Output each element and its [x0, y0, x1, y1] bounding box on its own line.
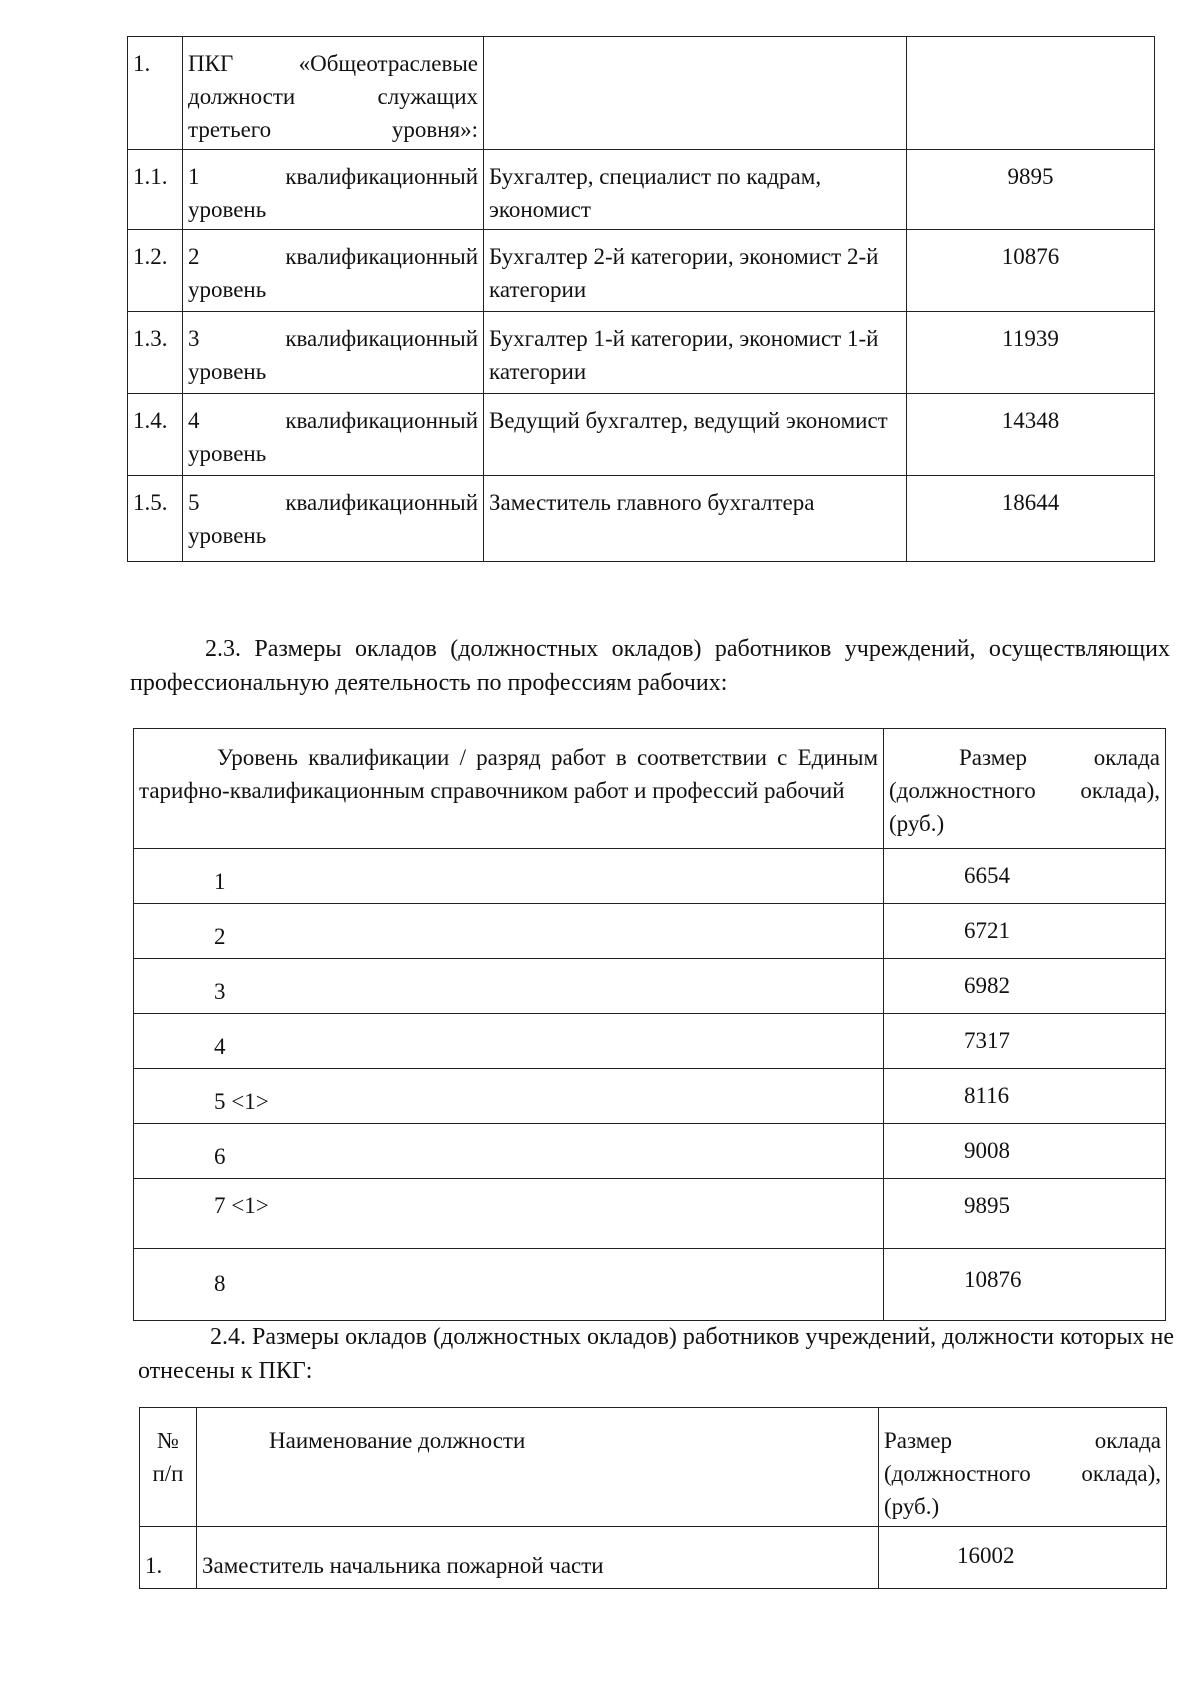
level-word: квалификационный — [285, 326, 478, 351]
table-header-row — [140, 1408, 1167, 1527]
table-row — [134, 1014, 1166, 1069]
grade-value: 8 — [134, 1249, 884, 1321]
position-name: Заместитель начальника пожарной части — [197, 1527, 879, 1589]
section-2-3-text: 2.3. Размеры окладов (должностных окладов) работников учреждений, осуществляющих профессиональную деятельность по профессиям рабочих: — [130, 636, 1170, 696]
position-name-header: Наименование должности — [197, 1408, 879, 1527]
row-number: 1. — [140, 1527, 197, 1589]
salary-value: 9008 — [884, 1124, 1166, 1179]
level-number: 5 — [188, 490, 200, 515]
row-number: 1.2. — [128, 230, 183, 312]
level-word: квалификационный — [285, 244, 478, 269]
positions-cell — [484, 37, 907, 150]
table-row — [128, 394, 1155, 476]
level-number: 3 — [188, 326, 200, 351]
positions: Бухгалтер, специалист по кадрам, экономист — [484, 150, 907, 230]
number-header: № п/п — [140, 1408, 197, 1527]
grade-value: 3 — [134, 959, 884, 1014]
level-unit: уровень — [188, 277, 267, 302]
level-unit: уровень — [188, 523, 267, 548]
salary-value: 8116 — [884, 1069, 1166, 1124]
salary-value: 10876 — [884, 1249, 1166, 1321]
salary-value: 18644 — [907, 476, 1155, 562]
table-row — [134, 849, 1166, 904]
grade-value: 6 — [134, 1124, 884, 1179]
salary-value: 9895 — [907, 150, 1155, 230]
salary-value: 11939 — [907, 312, 1155, 394]
salary-value: 7317 — [884, 1014, 1166, 1069]
table-row — [128, 230, 1155, 312]
positions: Ведущий бухгалтер, ведущий экономист — [484, 394, 907, 476]
salary-value: 6982 — [884, 959, 1166, 1014]
grade-value: 2 — [134, 904, 884, 959]
level-word: квалификационный — [285, 408, 478, 433]
grade-header — [134, 729, 884, 849]
qualification-level — [183, 312, 484, 394]
row-number: 1.5. — [128, 476, 183, 562]
table-row — [134, 1124, 1166, 1179]
salary-header-text: Размер оклада (должностного оклада), (руб.) — [884, 1428, 1161, 1519]
level-unit: уровень — [188, 197, 267, 222]
row-number: 1.4. — [128, 394, 183, 476]
salary-header-text: Размер оклада (должностного оклада), (руб.) — [889, 745, 1160, 836]
worker-grades-table — [133, 728, 1166, 1321]
salary-value: 14348 — [907, 394, 1155, 476]
table-row — [128, 150, 1155, 230]
group-title: ПКГ «Общеотраслевые должности служащих третьего уровня»: — [183, 37, 484, 150]
table-row — [128, 312, 1155, 394]
section-2-4-text: 2.4. Размеры окладов (должностных окладов) работников учреждений, должности которых не отнесены к ПКГ: — [138, 1324, 1174, 1384]
table-row — [134, 1069, 1166, 1124]
row-number: 1. — [128, 37, 183, 150]
level-unit: уровень — [188, 359, 267, 384]
salary-header — [879, 1408, 1167, 1527]
qualification-level — [183, 230, 484, 312]
table-row — [128, 37, 1155, 150]
qualification-level — [183, 394, 484, 476]
grade-value: 1 — [134, 849, 884, 904]
table-header-row — [134, 729, 1166, 849]
salary-value: 10876 — [907, 230, 1155, 312]
table-row — [134, 1249, 1166, 1321]
row-number: 1.1. — [128, 150, 183, 230]
positions: Бухгалтер 1-й категории, экономист 1-й категории — [484, 312, 907, 394]
level-word: квалификационный — [285, 490, 478, 515]
table-row — [134, 904, 1166, 959]
row-number: 1.3. — [128, 312, 183, 394]
qualification-level — [183, 476, 484, 562]
qualification-level — [183, 150, 484, 230]
grade-value: 5 <1> — [134, 1069, 884, 1124]
table-row — [134, 1179, 1166, 1249]
positions: Заместитель главного бухгалтера — [484, 476, 907, 562]
table-row — [140, 1527, 1167, 1589]
level-number: 4 — [188, 408, 200, 433]
level-number: 1 — [188, 164, 200, 189]
table-row — [134, 959, 1166, 1014]
salary-value: 6721 — [884, 904, 1166, 959]
grade-header-text: Уровень квалификации / разряд работ в соответствии с Единым тарифно-квалификационным справочником работ и профессий рабочий — [139, 745, 878, 803]
grade-value: 7 <1> — [134, 1179, 884, 1249]
salary-value: 16002 — [879, 1527, 1167, 1589]
positions: Бухгалтер 2-й категории, экономист 2-й категории — [484, 230, 907, 312]
salary-header — [884, 729, 1166, 849]
qualification-group-table — [127, 36, 1155, 562]
grade-value: 4 — [134, 1014, 884, 1069]
other-positions-table — [139, 1407, 1167, 1589]
salary-value: 6654 — [884, 849, 1166, 904]
salary-cell — [907, 37, 1155, 150]
level-word: квалификационный — [285, 164, 478, 189]
level-unit: уровень — [188, 441, 267, 466]
salary-value: 9895 — [884, 1179, 1166, 1249]
level-number: 2 — [188, 244, 200, 269]
table-row — [128, 476, 1155, 562]
